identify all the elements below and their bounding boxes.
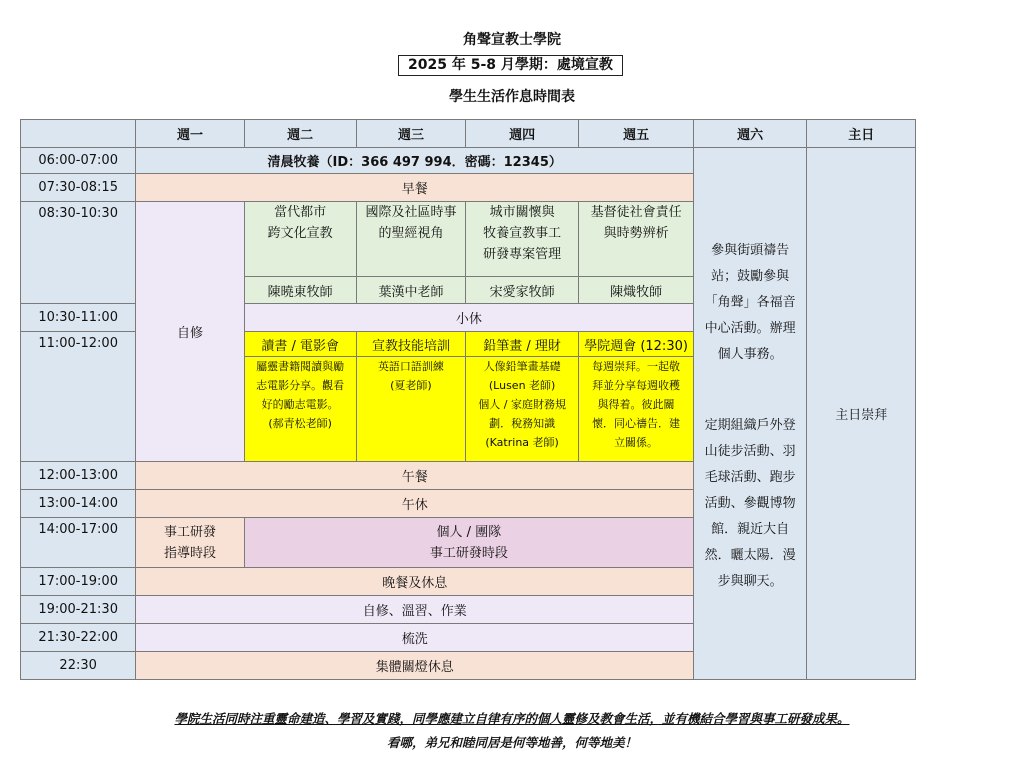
sunday-worship: 主日崇拜	[807, 148, 916, 680]
course-title: 基督徒社會責任	[590, 205, 682, 220]
mon-afternoon-line: 指導時段	[163, 545, 216, 561]
activity-desc-fri	[579, 357, 694, 462]
course-title: 當代都市	[274, 205, 327, 220]
nap: 午休	[136, 490, 694, 518]
time-1400: 14:00-17:00	[21, 518, 136, 568]
course-title: 城市關懷與	[489, 205, 555, 220]
col-thu: 週四	[466, 120, 579, 148]
time-0600: 06:00-07:00	[21, 148, 136, 174]
activity-line: 志電影分享。觀看	[256, 379, 345, 392]
teacher-thu: 宋愛家牧師	[466, 277, 579, 304]
term-title: 2025 年 5-8 月學期：處境宣教	[398, 55, 623, 76]
activity-title-tue: 讀書 / 電影會	[244, 332, 356, 357]
school-title: 角聲宣教士學院	[463, 32, 561, 48]
time-0830: 08:30-10:30	[21, 202, 136, 304]
teacher-tue: 陳曉東牧師	[244, 277, 356, 304]
course-title: 國際及社區時事	[365, 205, 457, 220]
sat-text: 山徒步活動、羽	[704, 444, 796, 459]
evening-study: 自修、溫習、作業	[136, 596, 694, 624]
schedule-subtitle: 學生生活作息時間表	[449, 89, 575, 105]
sat-text: 定期組織戶外登	[704, 418, 796, 433]
lunch: 午餐	[136, 462, 694, 490]
self-study: 自修	[136, 202, 244, 462]
activity-title-wed: 宣教技能培訓	[356, 332, 465, 357]
activity-line: 人像鉛筆畫基礎	[483, 360, 561, 373]
saturday-cell	[694, 148, 807, 680]
course-title: 跨文化宣教	[267, 226, 333, 241]
activity-desc-tue	[244, 357, 356, 462]
course-title: 牧養宣教事工	[483, 226, 562, 241]
col-fri: 週五	[579, 120, 694, 148]
sat-text: 中心活動。辦理	[704, 321, 796, 336]
sat-text: 然．曬太陽．漫	[704, 548, 796, 563]
sat-text: 「角聲」各福音	[704, 295, 796, 310]
header-row	[21, 120, 1024, 148]
wash-up: 梳洗	[136, 624, 694, 652]
sat-text: 館．親近大自	[711, 522, 790, 537]
time-1030: 10:30-11:00	[21, 304, 136, 332]
sat-text: 毛球活動、跑步	[704, 470, 796, 485]
dinner: 晚餐及休息	[136, 568, 694, 596]
course-wed	[356, 202, 465, 277]
course-tue	[244, 202, 356, 277]
course-title: 與時勢辨析	[603, 226, 669, 241]
activity-line: 與得着。彼此關	[597, 398, 675, 411]
course-title: 研發專案管理	[483, 247, 562, 262]
time-1700: 17:00-19:00	[21, 568, 136, 596]
mon-afternoon	[136, 518, 244, 568]
activity-desc-thu	[466, 357, 579, 462]
time-2230: 22:30	[21, 652, 136, 680]
time-1300: 13:00-14:00	[21, 490, 136, 518]
time-0730: 07:30-08:15	[21, 174, 136, 202]
time-2130: 21:30-22:00	[21, 624, 136, 652]
course-fri	[579, 202, 694, 277]
sat-text: 參與街頭禱告	[711, 243, 790, 258]
time-1900: 19:00-21:30	[21, 596, 136, 624]
sat-text: 站；鼓勵參與	[711, 269, 790, 284]
activity-line: 英語口語訓練	[377, 360, 444, 373]
mon-afternoon-line: 事工研發	[163, 524, 216, 540]
activity-line: (Katrina 老師)	[485, 436, 559, 449]
activity-line: (郝青松老師)	[268, 417, 332, 430]
schedule-table	[20, 119, 1024, 680]
activity-line: (夏老師)	[390, 379, 432, 392]
activity-line: 個人 / 家庭財務規	[478, 398, 566, 411]
activity-line: 每週崇拜。一起敬	[592, 360, 681, 373]
sat-text: 步與聊天。	[717, 574, 783, 589]
activity-title-thu: 鉛筆畫 / 理財	[466, 332, 579, 357]
col-sat: 週六	[694, 120, 807, 148]
breakfast: 早餐	[136, 174, 694, 202]
lights-out: 集體關燈休息	[136, 652, 694, 680]
time-1200: 12:00-13:00	[21, 462, 136, 490]
activity-line: 拜並分享每週收穫	[592, 379, 681, 392]
footer-note: 學院生活同時注重靈命建造、學習及實踐，同學應建立自律有序的個人靈修及教會生活，並有機結合學習與事工研發成果。	[174, 711, 850, 726]
activity-line: (Lusen 老師)	[488, 379, 556, 392]
sat-text: 個人事務。	[717, 347, 783, 362]
course-title: 的聖經視角	[378, 226, 444, 241]
col-mon: 週一	[136, 120, 244, 148]
teacher-wed: 葉漢中老師	[356, 277, 465, 304]
course-thu	[466, 202, 579, 277]
activity-line: 立關係。	[614, 436, 659, 449]
afternoon-line: 個人 / 團隊	[436, 524, 502, 540]
activity-title-fri: 學院週會 (12:30)	[579, 332, 694, 357]
teacher-fri: 陳熾牧師	[579, 277, 694, 304]
short-break: 小休	[244, 304, 693, 332]
col-tue: 週二	[244, 120, 356, 148]
sat-text: 活動、參觀博物	[704, 496, 796, 511]
afternoon-line: 事工研發時段	[429, 545, 508, 561]
activity-line: 劃．稅務知識	[489, 417, 556, 430]
morning-devotion: 清晨牧養（ID：366 497 994．密碼：12345）	[136, 148, 694, 174]
activity-line: 懷．同心禱告．建	[592, 417, 681, 430]
afternoon-ministry	[244, 518, 693, 568]
footer-verse: 看哪，弟兄和睦同居是何等地善，何等地美！	[386, 735, 637, 750]
activity-line: 好的勵志電影。	[261, 398, 339, 411]
time-header	[21, 120, 136, 148]
time-1100: 11:00-12:00	[21, 332, 136, 462]
activity-desc-wed	[356, 357, 465, 462]
col-wed: 週三	[356, 120, 465, 148]
col-sun: 主日	[807, 120, 916, 148]
activity-line: 屬靈書籍閱讀與勵	[256, 360, 345, 373]
